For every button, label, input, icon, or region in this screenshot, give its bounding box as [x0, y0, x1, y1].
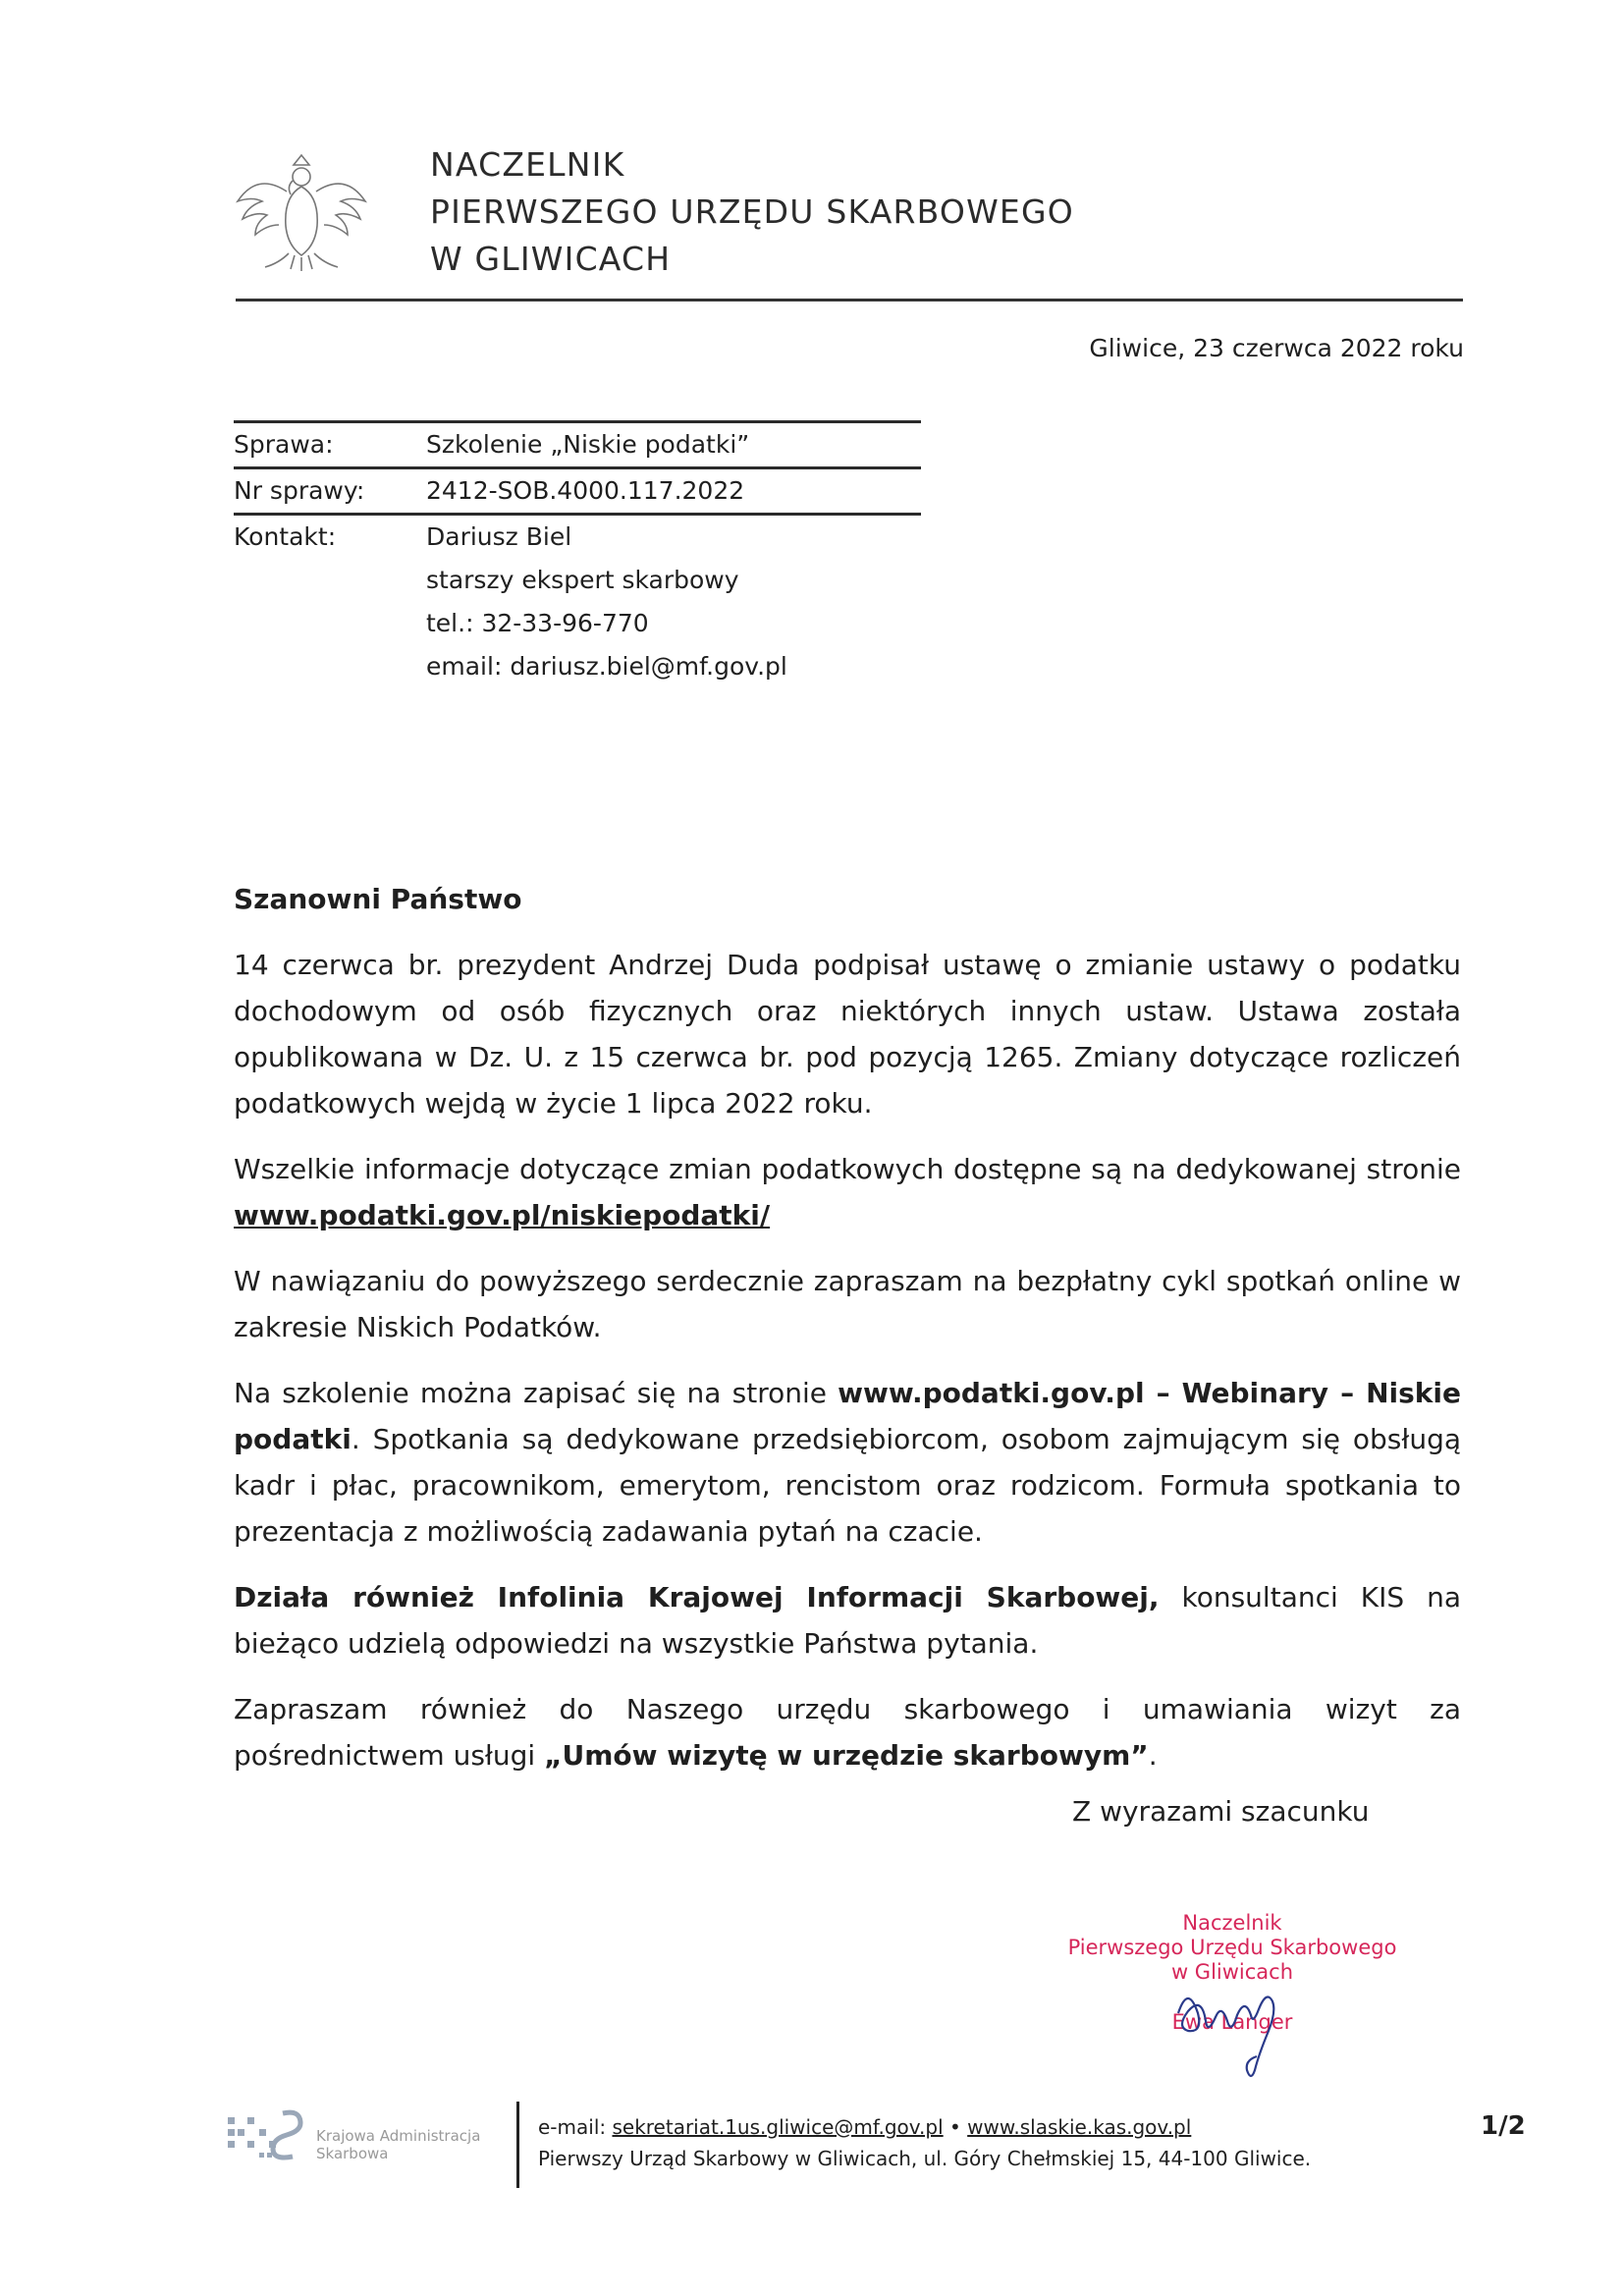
meta-label-nr: Nr sprawy: [234, 476, 365, 505]
paragraph-6 [234, 1686, 1461, 1778]
closing-phrase: Z wyrazami szacunku [1072, 1795, 1370, 1828]
footer-website-link[interactable]: www.slaskie.kas.gov.pl [967, 2115, 1192, 2139]
paragraph-4-a: Na szkolenie można zapisać się na stronie [234, 1377, 839, 1409]
meta-row-nr [234, 469, 921, 513]
stamp-line-1: Naczelnik [1182, 1911, 1282, 1935]
niskie-podatki-link[interactable]: www.podatki.gov.pl/niskiepodatki/ [234, 1199, 771, 1231]
contact-position: starszy ekspert skarbowy [426, 566, 739, 594]
paragraph-5-rest: konsultanci KIS na bieżąco udzielą odpowiedzi na wszystkie Państwa pytania. [234, 1581, 1462, 1660]
paragraph-2 [234, 1146, 1461, 1238]
case-metadata [234, 420, 921, 688]
footer-email-link[interactable]: sekretariat.1us.gliwice@mf.gov.pl [612, 2115, 944, 2139]
footer-separator: • [943, 2115, 968, 2139]
header-divider [236, 299, 1463, 301]
meta-row-kontakt [234, 516, 921, 688]
paragraph-6-b: . [1148, 1739, 1158, 1772]
meta-value-sprawa: Szkolenie „Niskie podatki” [426, 430, 750, 459]
letter-date: Gliwice, 23 czerwca 2022 roku [1089, 334, 1464, 362]
stamp-line-4: Ewa Langer [1171, 2010, 1293, 2034]
paragraph-2-text: Wszelkie informacje dotyczące zmian podatkowych dostępne są na dedykowanej stronie [234, 1153, 1461, 1185]
kas-name [316, 2127, 480, 2162]
meta-row-sprawa [234, 423, 921, 466]
footer-address: Pierwszy Urząd Skarbowy w Gliwicach, ul. Góry Chełmskiej 15, 44-100 Gliwice. [538, 2147, 1312, 2170]
footer-divider [516, 2102, 519, 2188]
salutation: Szanowni Państwo [234, 883, 522, 915]
kas-logo-icon [224, 2104, 312, 2172]
meta-label-kontakt: Kontakt: [234, 522, 337, 551]
stamp-line-3: w Gliwicach [1170, 1960, 1294, 1984]
paragraph-1: 14 czerwca br. prezydent Andrzej Duda podpisał ustawę o zmianie ustawy o podatku dochodowym od osób fizycznych oraz niektórych innych ustaw. Ustawa została opublikowana w Dz. U. z 15 czerwca br. pod pozycją 1265. Zmiany dotyczące rozliczeń podatkowych wejdą w życie 1 lipca 2022 roku. [234, 949, 1461, 1120]
kas-name-line-2: Skarbowa [316, 2145, 389, 2162]
paragraph-4-b: . Spotkania są dedykowane przedsiębiorcom, osobom zajmującym się obsługą kadr i płac, pracownikom, emerytom, rencistom oraz rodzicom. Formuła spotkania to prezentacja z możliwością zadawania pytań na czacie. [234, 1423, 1461, 1548]
stamp-line-2: Pierwszego Urzędu Skarbowego [1067, 1936, 1397, 1959]
kas-name-line-1: Krajowa Administracja [316, 2127, 481, 2145]
contact-phone: tel.: 32-33-96-770 [426, 609, 649, 637]
header-title-line-2: PIERWSZEGO URZĘDU SKARBOWEGO [430, 192, 1074, 231]
paragraph-5 [234, 1574, 1461, 1667]
service-name: „Umów wizytę w urzędzie skarbowym” [544, 1739, 1149, 1772]
paragraph-6-a: Zapraszam również do Naszego urzędu skarbowego i umawiania wizyt za pośrednictwem usługi [234, 1693, 1461, 1772]
eagle-emblem-icon [228, 137, 375, 285]
meta-value-nr: 2412-SOB.4000.117.2022 [426, 476, 745, 505]
footer-email-label: e-mail: [538, 2115, 613, 2139]
paragraph-4 [234, 1370, 1461, 1555]
paragraph-3: W nawiązaniu do powyższego serdecznie zapraszam na bezpłatny cykl spotkań online w zakresie Niskich Podatków. [234, 1265, 1461, 1343]
meta-label-sprawa: Sprawa: [234, 430, 334, 459]
header-title-line-1: NACZELNIK [430, 145, 625, 184]
handwritten-signature-icon [1159, 1954, 1325, 2082]
page-number: 1/2 [1481, 2111, 1526, 2141]
header-title-line-3: W GLIWICACH [430, 240, 672, 278]
webinar-path: www.podatki.gov.pl – Webinary – Niskie podatki [234, 1377, 1462, 1455]
infolinia-kis: Działa również Infolinia Krajowej Informacji Skarbowej, [234, 1581, 1160, 1613]
contact-email[interactable]: email: dariusz.biel@mf.gov.pl [426, 652, 787, 681]
letter-body [234, 876, 1461, 1798]
footer-contact [538, 2111, 1311, 2174]
contact-name: Dariusz Biel [426, 522, 572, 551]
